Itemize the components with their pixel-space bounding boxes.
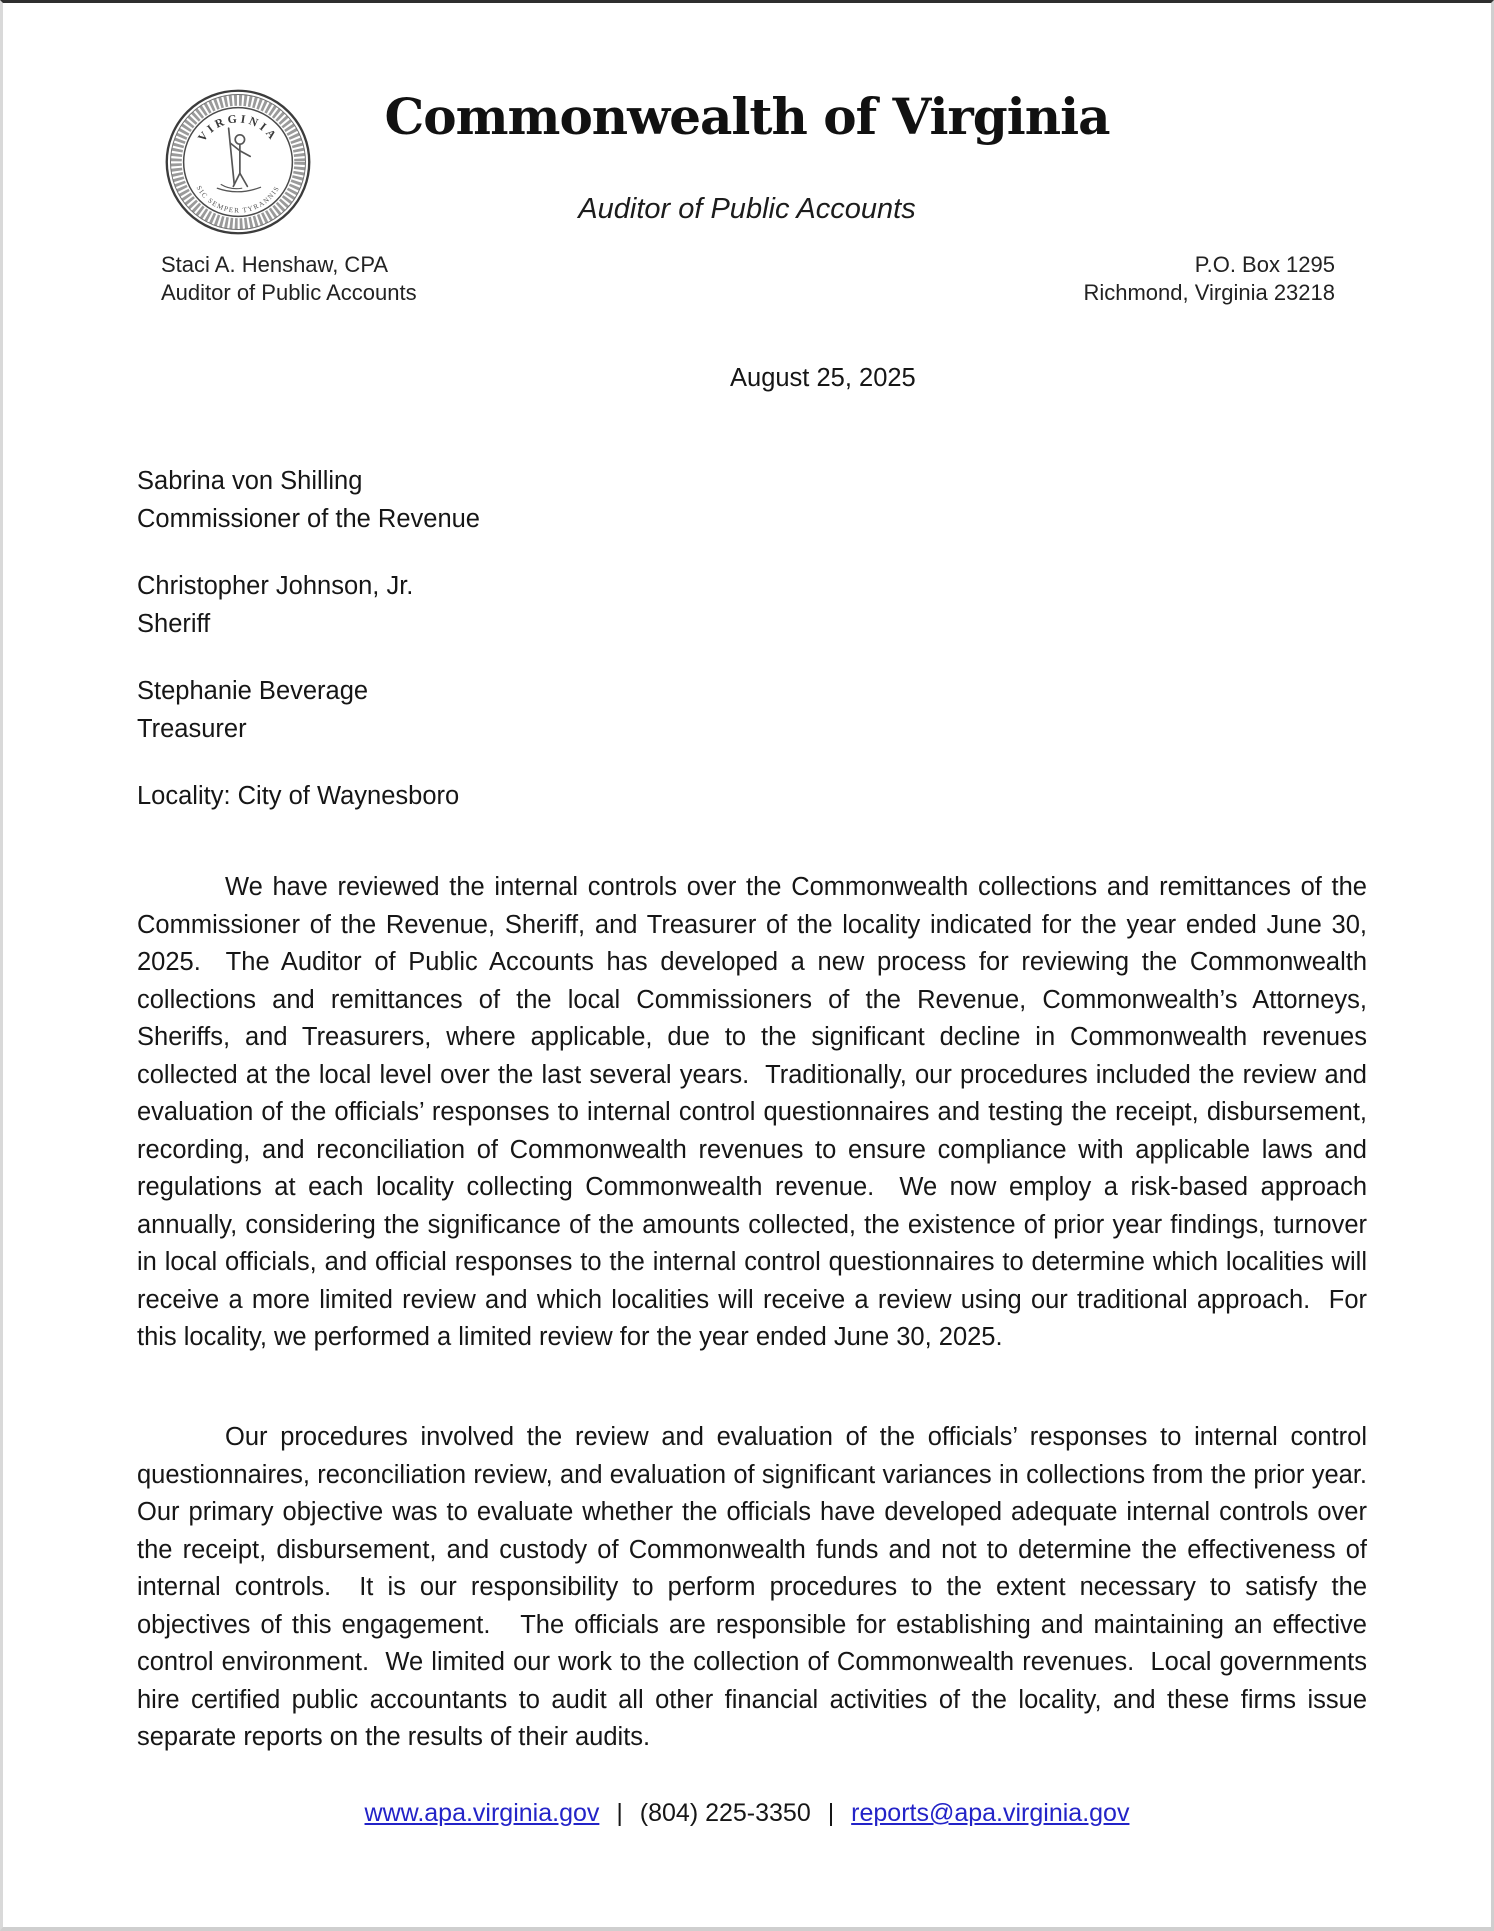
website-link[interactable]: www.apa.virginia.gov: [364, 1799, 600, 1827]
contact-footer: [3, 1799, 1491, 1828]
footer-separator: |: [616, 1799, 623, 1827]
letterhead-dept-subtitle: Auditor of Public Accounts: [578, 193, 916, 225]
recipient-name: Stephanie Beverage: [137, 677, 369, 705]
city-state-zip: Richmond, Virginia 23218: [1083, 280, 1335, 305]
seal-motto-text: SIC SEMPER TYRANNIS: [194, 184, 282, 215]
seal-top-text: VIRGINIA: [195, 112, 281, 145]
office-address-block: [1083, 251, 1335, 307]
official-contact-block: [161, 251, 417, 307]
official-title: Auditor of Public Accounts: [161, 280, 417, 305]
po-box: P.O. Box 1295: [1194, 252, 1335, 277]
recipient-name: Sabrina von Shilling: [137, 467, 363, 495]
recipient-address-block: [137, 463, 480, 816]
recipient-name: Christopher Johnson, Jr.: [137, 572, 414, 600]
official-name: Staci A. Henshaw, CPA: [161, 252, 389, 277]
paragraph-review-overview: We have reviewed the internal controls over the Commonwealth collections and remittances of the Commissioner of the Revenue, Sheriff, and Treasurer of the locality indicated for the year ended June 30, 2025. The Auditor of Public Accounts has developed a new process for reviewing the Commonwealth collections and remittances of the local Commissioners of the Revenue, Commonwealth’s Attorneys, Sheriffs, and Treasurers, where applicable, due to the significant decline in Commonwealth revenues collected at the local level over the last several years. Traditionally, our procedures included the review and evaluation of the officials’ responses to internal control questionnaires and testing the receipt, disbursement, recording, and reconciliation of Commonwealth revenues to ensure compliance with applicable laws and regulations at each locality collecting Commonwealth revenue. We now employ a risk-based approach annually, considering the significance of the amounts collected, the existence of prior year findings, turnover in local officials, and official responses to the internal control questionnaires to determine which localities will receive a more limited review and which localities will receive a review using our traditional approach. For this locality, we performed a limited review for the year ended June 30, 2025.: [137, 873, 1375, 1351]
locality-line: Locality: City of Waynesboro: [137, 782, 460, 810]
phone-number: (804) 225-3350: [639, 1799, 811, 1827]
recipient-title: Sheriff: [137, 609, 211, 638]
footer-separator: |: [827, 1799, 835, 1827]
recipient-title: Treasurer: [137, 714, 247, 743]
recipient-sheriff: [137, 568, 480, 643]
letterhead-org-title: Commonwealth of Virginia: [384, 87, 1110, 146]
recipient-title: Commissioner of the Revenue: [137, 504, 480, 533]
email-link[interactable]: reports@apa.virginia.gov: [851, 1799, 1130, 1827]
recipient-commissioner: [137, 463, 480, 538]
letter-date: August 25, 2025: [730, 364, 916, 392]
recipient-treasurer: [137, 673, 480, 748]
paragraph-procedures: Our procedures involved the review and evaluation of the officials’ responses to internal control questionnaires, reconciliation review, and evaluation of significant variances in collections from the prior year. Our primary objective was to evaluate whether the officials have developed adequate internal controls over the receipt, disbursement, and custody of Commonwealth funds and not to determine the effectiveness of internal controls. It is our responsibility to perform procedures to the extent necessary to satisfy the objectives of this engagement. The officials are responsible for establishing and maintaining an effective control environment. We limited our work to the collection of Commonwealth revenues. Local governments hire certified public accountants to audit all other financial activities of the locality, and these firms issue separate reports on the results of their audits.: [137, 1423, 1382, 1751]
